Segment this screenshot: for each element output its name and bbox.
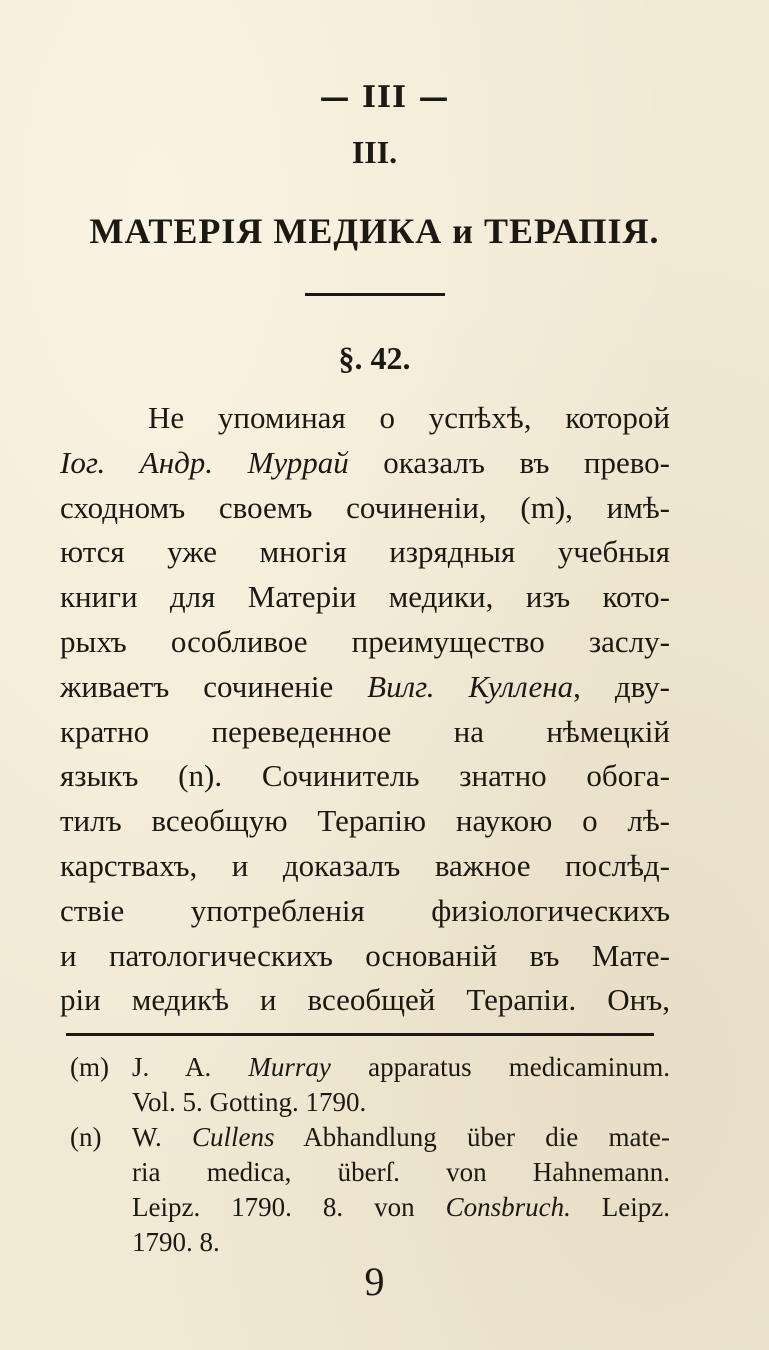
footnote-n	[70, 1120, 670, 1260]
footnote-author-italic: Murray	[248, 1052, 331, 1082]
footnote-rule-divider	[66, 1033, 654, 1036]
footnote-marker: (m)	[70, 1052, 109, 1082]
footnote-author-italic: Consbruch.	[445, 1192, 571, 1222]
body-line: книги для Матеріи медики, изъ кото-	[60, 579, 670, 615]
body-line-text: оказалъ въ прево-	[348, 444, 670, 480]
section-number: III.	[351, 134, 398, 170]
section-title: МАТЕРІЯ МЕДИКА и ТЕРАПІЯ.	[89, 211, 660, 251]
footnote-line: ria medica, überſ. von Hahnemann.	[132, 1157, 670, 1187]
running-header: — III —	[319, 80, 450, 115]
footnote-marker: (n)	[70, 1122, 102, 1152]
body-line: ются уже многія изрядныя учебныя	[60, 534, 670, 570]
footnote-m	[70, 1050, 670, 1120]
body-line-text: , дву-	[573, 668, 671, 704]
body-line: языкъ (n). Сочинитель знатно обога-	[60, 758, 670, 794]
body-line: тилъ всеобщую Терапію наукою о лѣ-	[60, 803, 670, 839]
footnote-line	[132, 1050, 670, 1085]
footnote-body	[132, 1050, 670, 1120]
body-line	[60, 441, 670, 486]
footnote-line	[132, 1190, 670, 1225]
footnote-text: J. A.	[132, 1052, 249, 1082]
page-number: 9	[364, 1259, 385, 1304]
body-line: карствахъ, и доказалъ важное послѣд-	[60, 847, 670, 883]
footnote-line: Vol. 5. Gotting. 1790.	[132, 1087, 367, 1117]
footnote-text: W.	[132, 1122, 193, 1152]
paragraph-number: §. 42.	[338, 340, 411, 376]
body-line: Не упоминая о успѣхѣ, которой	[148, 400, 670, 435]
body-line	[60, 665, 670, 710]
footnote-text: Leipz. 1790. 8. von	[132, 1192, 446, 1222]
body-text	[60, 396, 670, 1023]
body-line: ствіе употребленія физіологическихъ	[60, 892, 670, 928]
body-line: и патологическихъ основаній въ Мате-	[60, 937, 670, 973]
footnote-line	[132, 1120, 670, 1155]
footnote-text: Leipz.	[570, 1192, 670, 1222]
body-line: кратно переведенное на нѣмецкій	[60, 713, 670, 749]
footnote-text: Abhandlung über die mate-	[274, 1122, 670, 1152]
title-rule-divider	[305, 293, 445, 296]
body-line: ріи медикѣ и всеобщей Терапіи. Онъ,	[60, 982, 670, 1018]
body-line: рыхъ особливое преимущество заслу-	[60, 623, 670, 659]
footnote-line: 1790. 8.	[132, 1227, 220, 1257]
footnote-body	[132, 1120, 670, 1260]
footnote-author-italic: Cullens	[192, 1122, 275, 1152]
author-name-italic: Іог. Андр. Муррай	[60, 444, 349, 480]
body-line: сходномъ своемъ сочиненіи, (m), имѣ-	[60, 489, 670, 525]
footnotes	[70, 1050, 670, 1260]
body-line-text: живаетъ сочиненіе	[60, 668, 368, 704]
author-name-italic: Вилг. Куллена	[367, 668, 574, 704]
footnote-text: apparatus medicaminum.	[330, 1052, 670, 1082]
